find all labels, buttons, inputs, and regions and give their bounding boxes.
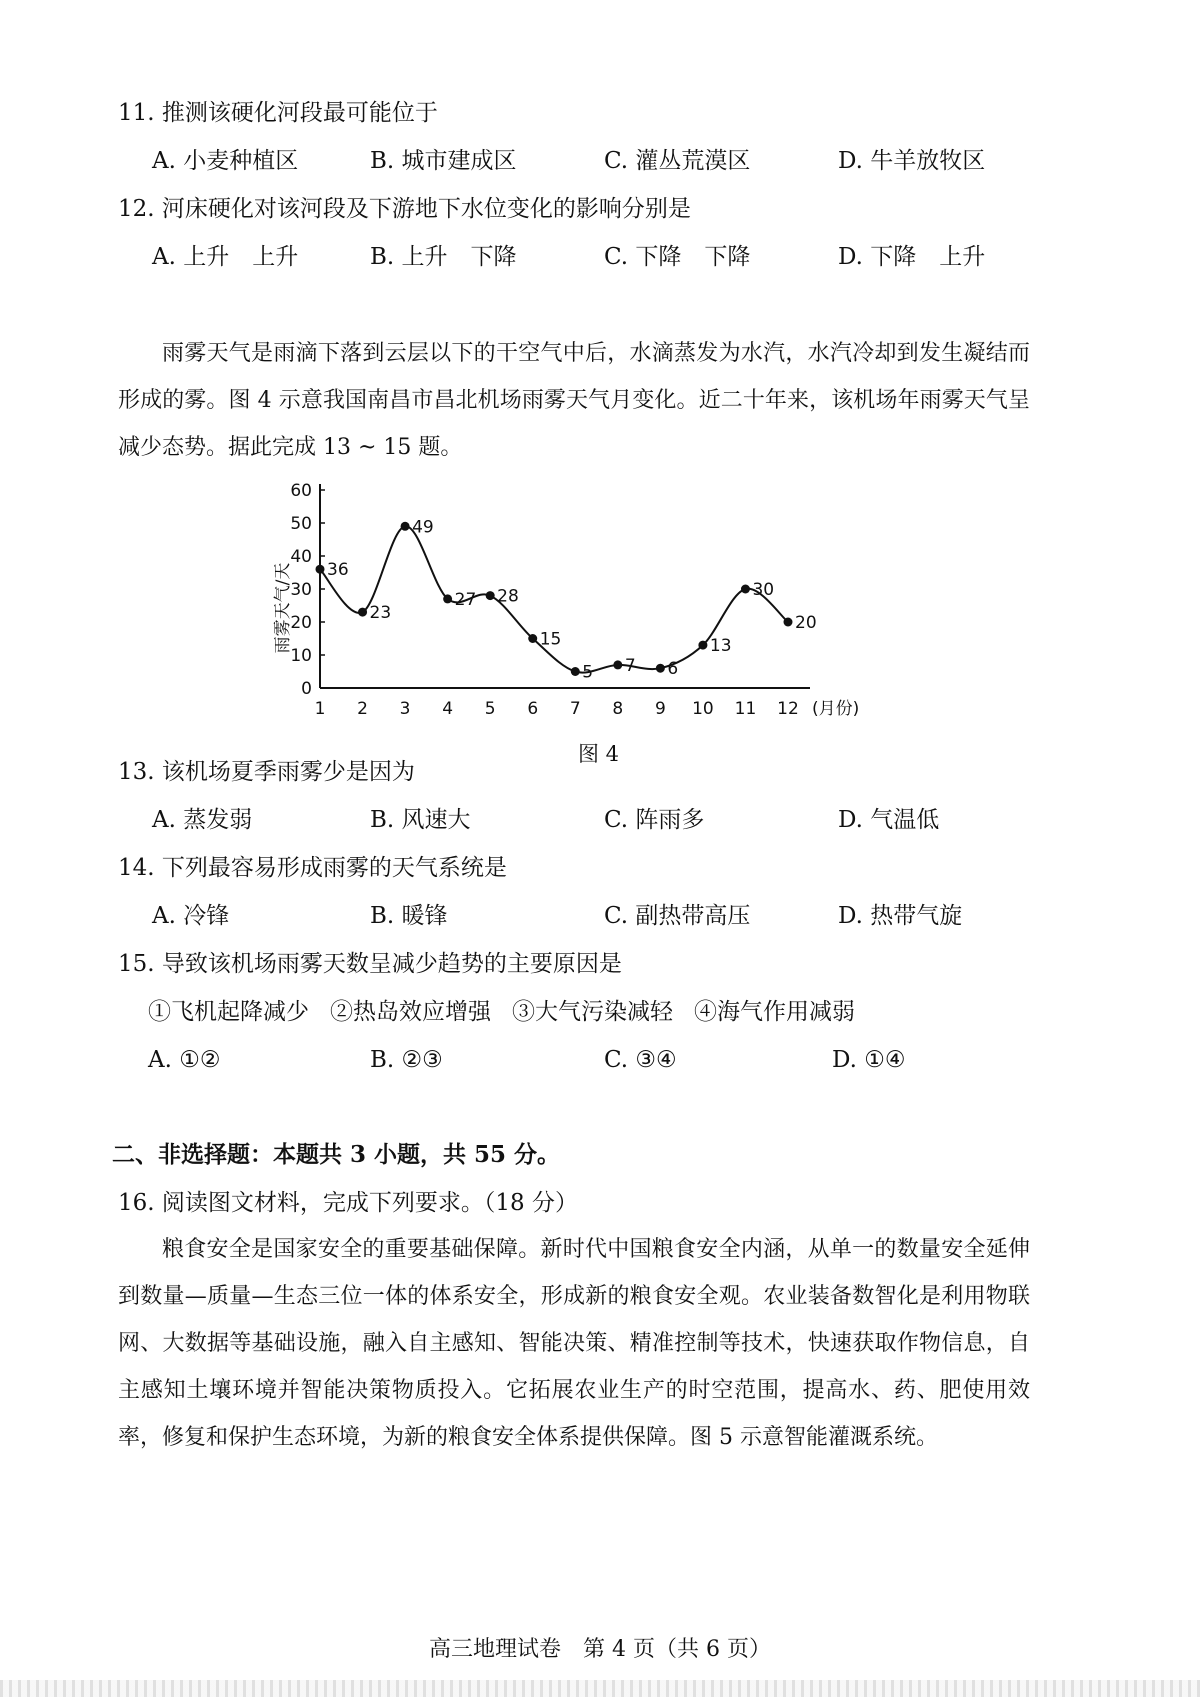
figure-caption: 图 4 xyxy=(578,742,620,766)
data-point xyxy=(698,641,707,650)
q15-item-1: ①飞机起降减少 xyxy=(148,999,309,1025)
chart-axes xyxy=(320,484,810,688)
x-tick-label: 12 xyxy=(777,699,799,719)
x-tick-label: 1 xyxy=(314,699,326,719)
data-point xyxy=(571,667,580,676)
page-footer: 高三地理试卷 第 4 页（共 6 页） xyxy=(429,1637,771,1662)
x-tick-label: 6 xyxy=(527,699,539,719)
q16-passage: 粮食安全是国家安全的重要基础保障。新时代中国粮食安全内涵，从单一的数量安全延伸到数量—质量—生态三位一体的体系安全，形成新的粮食安全观。农业装备数智化是利用物联网、大数据等基础设施，融入自主感知、智能决策、精准控制等技术，快速获取作物信息，自主感知土壤环境并智能决策物质投入。它拓展农业生产的时空范围，提高水、药、肥使用效率，修复和保护生态环境，为新的粮食安全体系提供保障。图 5 示意智能灌溉系统。 xyxy=(118,1237,1030,1450)
y-axis-label: 雨雾天气/天 xyxy=(273,562,293,654)
rain-fog-line-chart xyxy=(258,478,898,728)
chart-ticks xyxy=(290,481,798,719)
q12-option-b: B. 上升 下降 xyxy=(370,244,517,270)
q14-option-b: B. 暖锋 xyxy=(370,903,448,929)
passage-rain-fog: 雨雾天气是雨滴下落到云层以下的干空气中后，水滴蒸发为水汽，水汽冷却到发生凝结而形成的雾。图 4 示意我国南昌市昌北机场雨雾天气月变化。近二十年来，该机场年雨雾天气呈减少态势。据此完成 13 ~ 15 题。 xyxy=(118,341,1030,460)
data-point xyxy=(486,591,495,600)
q15-option-b: B. ②③ xyxy=(370,1047,443,1073)
data-label: 20 xyxy=(795,613,817,633)
y-tick-label: 0 xyxy=(301,679,312,699)
q12-option-a: A. 上升 上升 xyxy=(152,244,299,270)
q14-option-a: A. 冷锋 xyxy=(152,903,230,929)
q15-item-3: ③大气污染减轻 xyxy=(512,999,673,1025)
q13-option-c: C. 阵雨多 xyxy=(604,807,705,833)
q13-option-d: D. 气温低 xyxy=(838,807,940,833)
data-point xyxy=(656,664,665,673)
q11-option-c: C. 灌丛荒漠区 xyxy=(604,148,751,174)
q15-option-d: D. ①④ xyxy=(832,1047,906,1073)
data-label: 30 xyxy=(752,580,775,600)
scan-edge-strip xyxy=(0,1680,1200,1697)
q11-option-d: D. 牛羊放牧区 xyxy=(838,148,986,174)
q14-option-d: D. 热带气旋 xyxy=(838,903,963,929)
q11-option-a: A. 小麦种植区 xyxy=(152,148,299,174)
q13-option-b: B. 风速大 xyxy=(370,807,471,833)
data-label: 13 xyxy=(709,636,732,657)
q12-option-d: D. 下降 上升 xyxy=(838,244,986,270)
q15-item-2: ②热岛效应增强 xyxy=(330,999,491,1025)
data-point xyxy=(741,585,750,594)
data-label: 23 xyxy=(369,603,392,624)
data-point xyxy=(401,522,410,531)
y-tick-label: 30 xyxy=(290,580,312,600)
data-point xyxy=(528,634,537,643)
x-tick-label: 5 xyxy=(484,699,496,719)
q15-stem: 15. 导致该机场雨雾天数呈减少趋势的主要原因是 xyxy=(118,951,622,977)
data-label: 5 xyxy=(582,662,594,683)
q14-stem: 14. 下列最容易形成雨雾的天气系统是 xyxy=(118,855,507,881)
data-label: 28 xyxy=(497,586,519,607)
q15-option-a: A. ①② xyxy=(148,1047,221,1073)
q12-option-c: C. 下降 下降 xyxy=(604,244,751,270)
q13-option-a: A. 蒸发弱 xyxy=(152,807,253,833)
data-label: 49 xyxy=(412,517,434,538)
x-tick-label: 3 xyxy=(399,699,411,719)
q15-option-c: C. ③④ xyxy=(604,1047,677,1073)
data-point xyxy=(316,565,325,574)
q11-stem: 11. 推测该硬化河段最可能位于 xyxy=(118,100,438,126)
q13-stem: 13. 该机场夏季雨雾少是因为 xyxy=(118,759,415,785)
y-tick-label: 60 xyxy=(290,481,312,501)
x-tick-label: 8 xyxy=(612,699,624,719)
q16-stem: 16. 阅读图文材料，完成下列要求。（18 分） xyxy=(118,1190,578,1216)
data-label: 6 xyxy=(667,659,679,680)
x-tick-label: 9 xyxy=(654,699,666,719)
y-tick-label: 40 xyxy=(290,547,312,567)
q12-stem: 12. 河床硬化对该河段及下游地下水位变化的影响分别是 xyxy=(118,196,691,222)
data-label: 15 xyxy=(539,629,562,650)
q14-option-c: C. 副热带高压 xyxy=(604,903,751,929)
x-tick-label: 4 xyxy=(442,699,454,719)
x-tick-label: 10 xyxy=(692,699,714,719)
data-point xyxy=(613,660,622,669)
section-heading: 二、非选择题：本题共 3 小题，共 55 分。 xyxy=(112,1141,561,1168)
y-tick-label: 10 xyxy=(290,646,312,666)
chart-points xyxy=(316,517,817,682)
data-point xyxy=(358,608,367,617)
y-tick-label: 50 xyxy=(290,514,312,534)
x-tick-label: 7 xyxy=(569,699,581,719)
q15-item-4: ④海气作用减弱 xyxy=(694,999,855,1025)
y-tick-label: 20 xyxy=(290,613,312,633)
data-point xyxy=(784,618,793,627)
data-label: 36 xyxy=(327,560,349,581)
data-label: 27 xyxy=(454,589,477,610)
data-point xyxy=(443,594,452,603)
x-axis-label: (月份) xyxy=(812,699,860,719)
data-label: 7 xyxy=(624,655,636,676)
q11-option-b: B. 城市建成区 xyxy=(370,148,517,174)
x-tick-label: 2 xyxy=(357,699,368,719)
x-tick-label: 11 xyxy=(734,699,757,719)
